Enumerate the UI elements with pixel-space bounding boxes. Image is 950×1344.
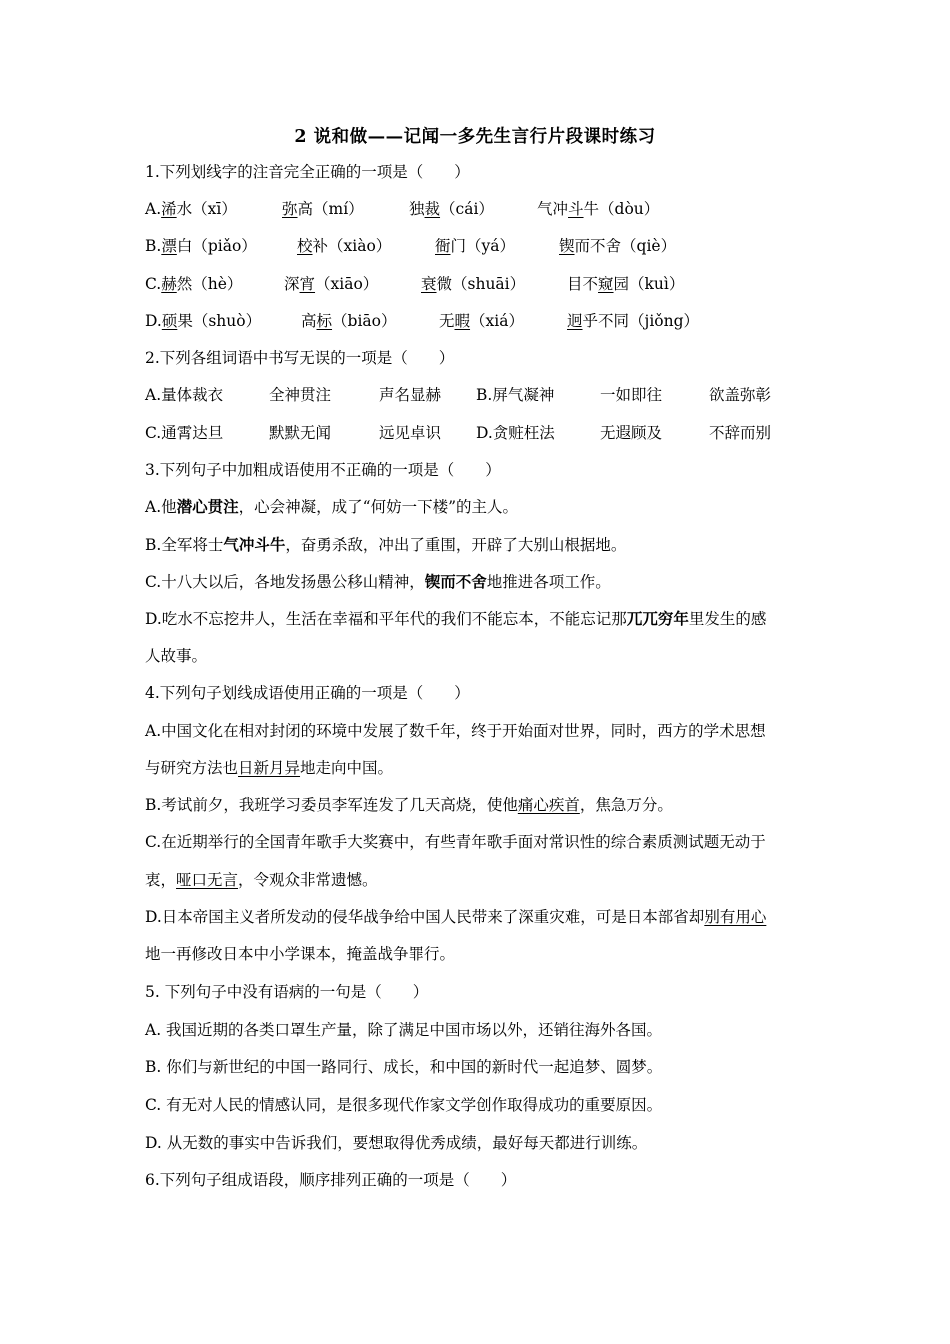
q2-word: C.通霄达旦 [145, 424, 224, 442]
q2-word: A.量体裁衣 [145, 386, 224, 404]
q1-option: 锲而不舍（qiè） [559, 237, 677, 255]
question-5-stem: 5. 下列句子中没有语病的一句是（ ） [145, 983, 429, 1001]
question-4-option-a: A.中国文化在相对封闭的环境中发展了数千年，终于开始面对世界，同时，西方的学术思想 [145, 722, 766, 740]
q2-word: 默默无闻 [269, 424, 332, 442]
question-3-stem: 3.下列句子中加粗成语使用不正确的一项是（ ） [145, 461, 501, 479]
q2-word: 远见卓识 [379, 424, 442, 442]
q1-option: 弥高（mí） [282, 200, 364, 218]
q2-word: 不辞而别 [709, 424, 772, 442]
q2-word: 无遐顾及 [600, 424, 663, 442]
q1-option: 独裁（cái） [409, 200, 494, 218]
q1-option: 校补（xiào） [297, 237, 392, 255]
page-title: 2 说和做——记闻一多先生言行片段课时练习 [294, 127, 656, 147]
question-4-option-d: D.日本帝国主义者所发动的侵华战争给中国人民带来了深重灾难，可是日本部省却别有用心 [145, 908, 767, 926]
question-1-stem: 1.下列划线字的注音完全正确的一项是（ ） [145, 163, 470, 181]
question-4-option-c-cont: 衷，哑口无言，令观众非常遗憾。 [145, 871, 378, 889]
question-3-option-b: B.全军将士气冲斗牛，奋勇杀敌，冲出了重围，开辟了大别山根据地。 [145, 535, 627, 554]
question-4-option-a-cont: 与研究方法也日新月异地走向中国。 [145, 759, 394, 777]
q1-option: 衙门（yá） [435, 237, 516, 255]
question-5-option-c: C. 有无对人民的情感认同，是很多现代作家文学创作取得成功的重要原因。 [145, 1096, 663, 1114]
question-4-stem: 4.下列句子划线成语使用正确的一项是（ ） [145, 684, 470, 702]
q1-option: 无暇（xiá） [439, 312, 524, 330]
q1-option: 衰微（shuāi） [421, 275, 526, 293]
question-3-option-c: C.十八大以后，各地发扬愚公移山精神，锲而不舍地推进各项工作。 [145, 572, 611, 591]
q1-option: 迥乎不同（jiǒng） [567, 312, 700, 330]
question-5-option-a: A. 我国近期的各类口罩生产量，除了满足中国市场以外，还销往海外各国。 [145, 1021, 663, 1039]
q1-option: 气冲斗牛（dòu） [537, 200, 660, 218]
question-4-option-b: B.考试前夕，我班学习委员李军连发了几天高烧，使他痛心疾首，焦急万分。 [145, 796, 673, 814]
q1-option: 深宵（xiāo） [284, 275, 379, 293]
q1-option: 高标（biāo） [301, 312, 397, 330]
question-3-option-d: D.吃水不忘挖井人，生活在幸福和平年代的我们不能忘本，不能忘记那兀兀穷年里发生的感 [145, 609, 767, 628]
question-5-option-d: D. 从无数的事实中告诉我们，要想取得优秀成绩，最好每天都进行训练。 [145, 1134, 648, 1152]
question-5-option-b: B. 你们与新世纪的中国一路同行、成长，和中国的新时代一起追梦、圆梦。 [145, 1058, 663, 1076]
q2-word: 欲盖弥彰 [709, 386, 772, 404]
question-4-option-c: C.在近期举行的全国青年歌手大奖赛中，有些青年歌手面对常识性的综合素质测试题无动于 [145, 833, 766, 851]
q1-option: C.赫然（hè） [145, 275, 243, 293]
q1-option: B.漂白（piǎo） [145, 237, 257, 255]
question-2-stem: 2.下列各组词语中书写无误的一项是（ ） [145, 349, 455, 367]
question-4-option-d-cont: 地一再修改日本中小学课本，掩盖战争罪行。 [145, 945, 456, 963]
question-6-stem: 6.下列句子组成语段，顺序排列正确的一项是（ ） [145, 1171, 517, 1189]
q1-option: D.硕果（shuò） [145, 312, 262, 330]
q1-option: A.浠水（xī） [145, 200, 237, 218]
q2-word: 全神贯注 [269, 386, 332, 404]
q2-word: D.贪赃枉法 [476, 424, 555, 442]
question-3-option-a: A.他潜心贯注，心会神凝，成了“何妨一下楼”的主人。 [145, 497, 518, 516]
q2-word: 一如即往 [600, 386, 663, 404]
q1-option: 目不窥园（kuì） [567, 275, 685, 293]
q2-word: B.屏气凝神 [476, 386, 555, 404]
q2-word: 声名显赫 [379, 386, 442, 404]
question-3-option-d-cont: 人故事。 [145, 647, 208, 665]
